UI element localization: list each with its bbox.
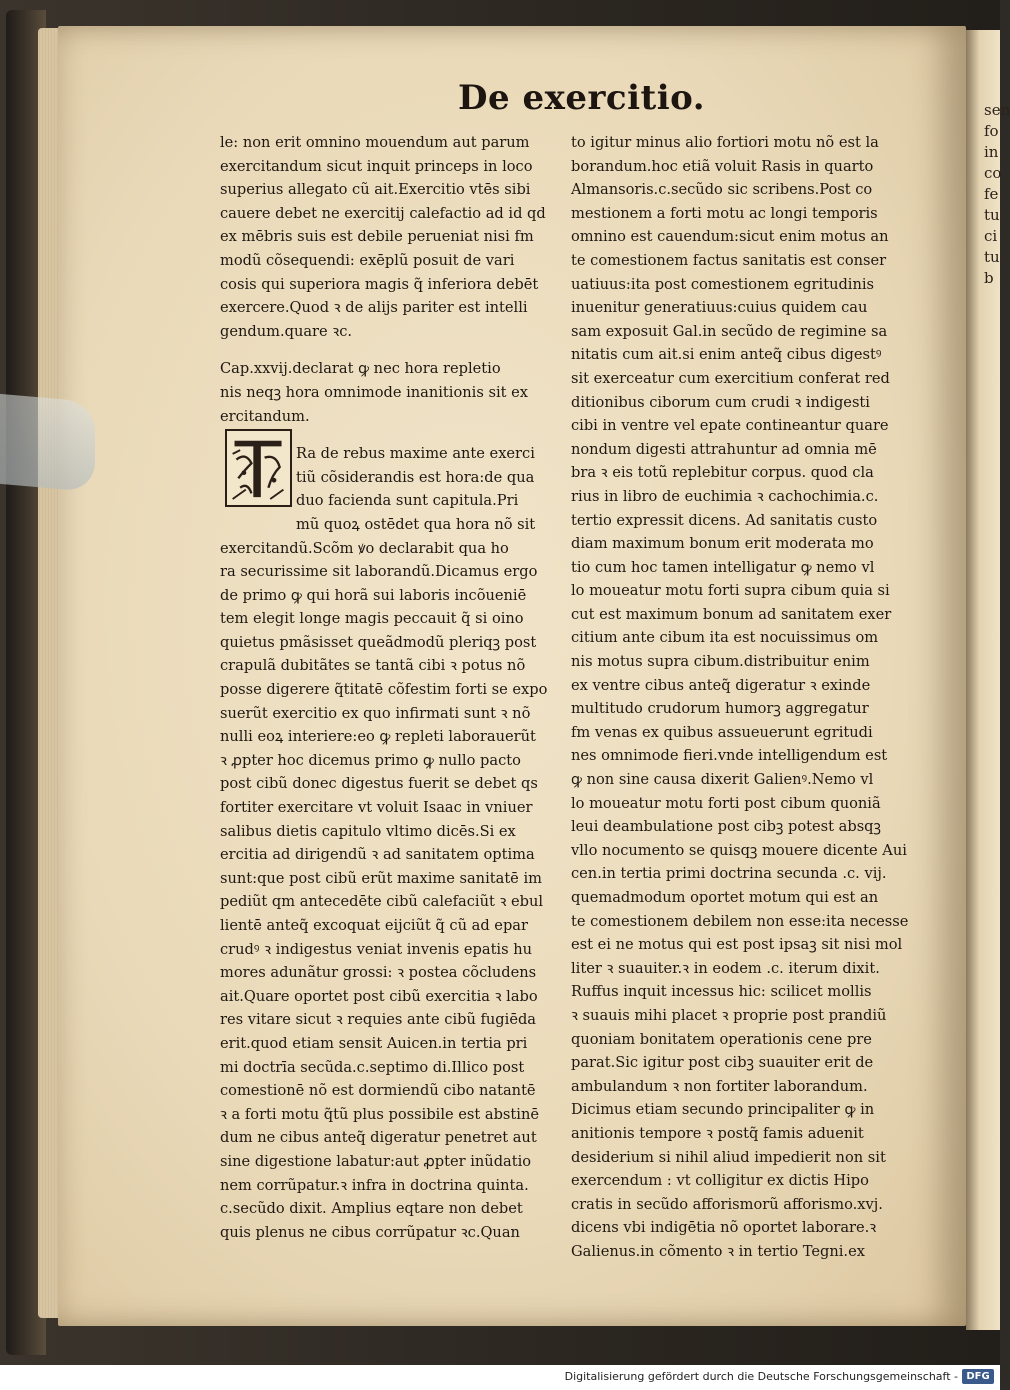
text-line: nulli eoꝝ interiere:eo ꝙ repleti laborauerũt xyxy=(220,728,536,746)
text-line: duo facienda sunt capitula.Pri xyxy=(296,492,519,510)
text-line: c.secũdo dixit. Amplius eqtare non debet xyxy=(220,1200,523,1218)
left-column-top-paragraph xyxy=(220,131,558,343)
text-line: ditionibus ciborum cum crudi ꝛ indigesti xyxy=(571,393,870,411)
text-line: anitionis tempore ꝛ postq̃ famis aduenit xyxy=(571,1124,864,1142)
text-line: dum ne cibus anteq̃ digeratur penetret aut xyxy=(220,1129,537,1147)
text-line: cibi in ventre vel epate contineantur quare xyxy=(571,417,889,435)
text-line: cauere debet ne exercitij calefactio ad id qd xyxy=(220,204,546,222)
facing-page-fragment: b xyxy=(984,269,994,287)
text-line: est ei ne motus qui est post ipsaꝫ sit nisi mol xyxy=(571,936,903,954)
text-line: multitudo crudorum humorꝫ aggregatur xyxy=(571,700,869,718)
text-line: bra ꝛ eis totũ replebitur corpus. quod cla xyxy=(571,464,874,482)
text-line: nem corrũpatur.ꝛ infra in doctrina quinta. xyxy=(220,1176,529,1194)
text-line: tio cum hoc tamen intelligatur ꝙ nemo vl xyxy=(571,558,875,576)
text-line: Dicimus etiam secundo principaliter ꝙ in xyxy=(571,1101,875,1119)
text-line: cratis in secũdo afforismorũ afforismo.xvj. xyxy=(571,1195,883,1213)
text-line: cen.in tertia primi doctrina secunda .c. vij. xyxy=(571,865,887,883)
text-line: borandum.hoc etiã voluit Rasis in quarto xyxy=(571,157,874,175)
text-line: sit exerceatur cum exercitium conferat red xyxy=(571,369,890,387)
text-line: quemadmodum oportet motum qui est an xyxy=(571,889,879,906)
facing-page-fragment: sen xyxy=(984,101,1010,119)
text-line: mestionem a forti motu ac longi temporis xyxy=(571,204,878,222)
text-line: parat.Sic igitur post cibꝫ suauiter erit de xyxy=(571,1054,874,1072)
facing-page-text xyxy=(984,100,1010,289)
running-header: De exercitio. xyxy=(458,78,706,118)
text-line: ꝛ suauis mihi placet ꝛ proprie post prandiũ xyxy=(571,1006,887,1024)
text-line: Almansoris.c.secũdo sic scribens.Post co xyxy=(571,181,873,199)
text-line: comestionē nõ est dormiendũ cibo natantē xyxy=(220,1082,536,1100)
text-line: tertio expressit dicens. Ad sanitatis custo xyxy=(571,511,878,529)
decorated-initial-icon xyxy=(225,429,292,507)
text-line: ex mēbris suis est debile perueniat nisi fm xyxy=(220,228,534,246)
facing-page-fragment: fe xyxy=(984,185,999,203)
text-line: cosis qui superiora magis q̃ inferiora debēt xyxy=(220,275,539,293)
text-line: ꝛ a forti motu q̃tũ plus possibile est abstinē xyxy=(220,1105,539,1123)
chapter-heading xyxy=(220,357,558,428)
text-line: fm venas ex quibus assueuerunt egritudi xyxy=(571,723,873,741)
text-line: ercitia ad dirigendũ ꝛ ad sanitatem optima xyxy=(220,846,535,864)
text-line: liter ꝛ suauiter.ꝛ in eodem .c. iterum dixit. xyxy=(571,959,880,977)
text-line: ra securissime sit laborandũ.Dicamus ergo xyxy=(220,563,538,581)
text-line: salibus dietis capitulo vltimo dicēs.Si ex xyxy=(220,822,516,840)
text-line: modũ cõsequendi: exēplũ posuit de vari xyxy=(220,251,515,269)
facing-page-fragment: ci xyxy=(984,227,998,245)
text-line: crapulã dubitãtes se tantã cibi ꝛ potus nõ xyxy=(220,657,526,675)
text-line: nis motus supra cibum.distribuitur enim xyxy=(571,653,870,671)
text-line: dicens vbi indigētia nõ oportet laborare.ꝛ xyxy=(571,1219,877,1237)
text-line: mi doctrīa secũda.c.septimo di.Illico post xyxy=(220,1058,525,1076)
plastic-page-holder xyxy=(0,394,95,492)
text-line: vllo nocumento se quisqꝫ mouere dicente Aui xyxy=(571,841,907,859)
text-line: posse digerere q̃titatē cõfestim forti se expo xyxy=(220,681,548,699)
text-line: exercitandũ.Scõm ꝟo declarabit qua ho xyxy=(220,539,509,557)
text-line: fortiter exercitare vt voluit Isaac in vniuer xyxy=(220,799,533,817)
text-line: lo moueatur motu forti post cibum quoniã xyxy=(571,794,881,812)
text-line: erit.quod etiam sensit Auicen.in tertia pri xyxy=(220,1034,528,1052)
text-line: mũ quoꝝ ostēdet qua hora nõ sit xyxy=(296,515,536,533)
text-line: ꝙ non sine causa dixerit Galienꝰ.Nemo vl xyxy=(571,771,874,789)
text-line: sunt:que post cibũ erũt maxime sanitatē im xyxy=(220,869,542,887)
facing-page-fragment: tu xyxy=(984,206,1000,224)
text-line: post cibũ donec digestus fuerit se debet qs xyxy=(220,775,538,793)
text-line: Galienus.in cõmento ꝛ in tertio Tegni.ex xyxy=(571,1242,865,1260)
text-line: tem elegit longe magis peccauit q̃ si oino xyxy=(220,610,524,628)
text-line: nes omnimode fieri.vnde intelligendum est xyxy=(571,747,888,765)
facing-page-fragment: in xyxy=(984,143,999,161)
text-line: tiũ cõsiderandis est hora:de qua xyxy=(296,468,535,486)
text-line: mores adunãtur grossi: ꝛ postea cõcludens xyxy=(220,964,537,982)
text-line: diam maximum bonum erit moderata mo xyxy=(571,535,874,553)
text-line: rius in libro de euchimia ꝛ cachochimia.c. xyxy=(571,487,879,505)
text-line: inuenitur generatiuus:cuius quidem cau xyxy=(571,299,868,317)
text-line: uatiuus:ita post comestionem egritudinis xyxy=(571,275,875,293)
text-line: suerũt exercitio ex quo infirmati sunt ꝛ nõ xyxy=(220,704,531,722)
text-line: exercendum : vt colligitur ex dictis Hipo xyxy=(571,1172,869,1190)
text-line: sam exposuit Gal.in secũdo de regimine sa xyxy=(571,322,888,340)
facing-page-fragment: co xyxy=(984,164,1002,182)
text-line: le: non erit omnino mouendum aut parum xyxy=(220,134,530,151)
text-line: cut est maximum bonum ad sanitatem exer xyxy=(571,605,892,623)
text-line: te comestionem factus sanitatis est conser xyxy=(571,251,887,269)
dfg-logo: DFG xyxy=(962,1369,994,1384)
text-line: lientē anteq̃ excoquat eijciũt q̃ cũ ad epar xyxy=(220,917,528,934)
chapter-heading-line: Cap.xxvij.declarat ꝙ nec hora repletio xyxy=(220,360,501,378)
text-line: exercere.Quod ꝛ de alijs pariter est intelli xyxy=(220,299,528,317)
text-line: Ra de rebus maxime ante exerci xyxy=(296,445,535,463)
facing-page-fragment: tu xyxy=(984,248,1000,266)
text-line: superius allegato cũ ait.Exercitio vtēs sibi xyxy=(220,181,531,199)
text-line: lo moueatur motu forti supra cibum quia si xyxy=(571,582,890,600)
text-line: Ruffus inquit incessus hic: scilicet mollis xyxy=(571,983,872,1001)
text-line: omnino est cauendum:sicut enim motus an xyxy=(571,228,889,246)
facing-page-fragment: fo xyxy=(984,122,999,140)
text-line: res vitare sicut ꝛ requies ante cibũ fugiēda xyxy=(220,1011,536,1029)
text-line: exercitandum sicut inquit princeps in loco xyxy=(220,157,533,175)
text-line: desiderium si nihil aliud impedierit non sit xyxy=(571,1148,886,1166)
text-line: ambulandum ꝛ non fortiter laborandum. xyxy=(571,1077,868,1095)
text-line: crudꝰ ꝛ indigestus veniat invenis epatis hu xyxy=(220,940,533,958)
text-line: nitatis cum ait.si enim anteq̃ cibus digestꝰ xyxy=(571,346,882,364)
text-line: quietus pmãsisset queãdmodũ pleriqꝫ post xyxy=(220,633,537,651)
text-line: ex ventre cibus anteq̃ digeratur ꝛ exinde xyxy=(571,676,871,694)
text-line: citium ante cibum ita est nocuissimus om xyxy=(571,629,879,647)
text-line: ait.Quare oportet post cibũ exercitia ꝛ labo xyxy=(220,987,538,1005)
text-line: to igitur minus alio fortiori motu nõ est la xyxy=(571,134,879,151)
left-column-body xyxy=(220,537,558,1245)
chapter-heading-line: nis neqꝫ hora omnimode inanitionis sit ex xyxy=(220,383,528,401)
left-text-column xyxy=(220,131,558,1244)
text-line: de primo ꝙ qui horã sui laboris incõueniē xyxy=(220,586,527,604)
chapter-heading-line: ercitandum. xyxy=(220,407,310,425)
text-line: te comestionem debilem non esse:ita necesse xyxy=(571,912,909,930)
text-line: pediũt qm antecedēte cibũ calefaciũt ꝛ ebul xyxy=(220,893,544,911)
text-line: quoniam bonitatem operationis cene pre xyxy=(571,1030,872,1048)
right-text-column xyxy=(571,131,911,1264)
text-line: quis plenus ne cibus corrũpatur ꝛc.Quan xyxy=(220,1223,520,1241)
text-line: nondum digesti attrahuntur ad omnia mē xyxy=(571,440,877,458)
text-line: sine digestione labatur:aut ꝓpter inũdatio xyxy=(220,1152,532,1170)
text-line: leui deambulatione post cibꝫ potest absqꝫ xyxy=(571,818,881,836)
footer-credit: Digitalisierung gefördert durch die Deutsche Forschungsgemeinschaft - xyxy=(564,1370,958,1383)
text-line: gendum.quare ꝛc. xyxy=(220,322,353,340)
text-line: ꝛ ꝓpter hoc dicemus primo ꝙ nullo pacto xyxy=(220,751,521,769)
